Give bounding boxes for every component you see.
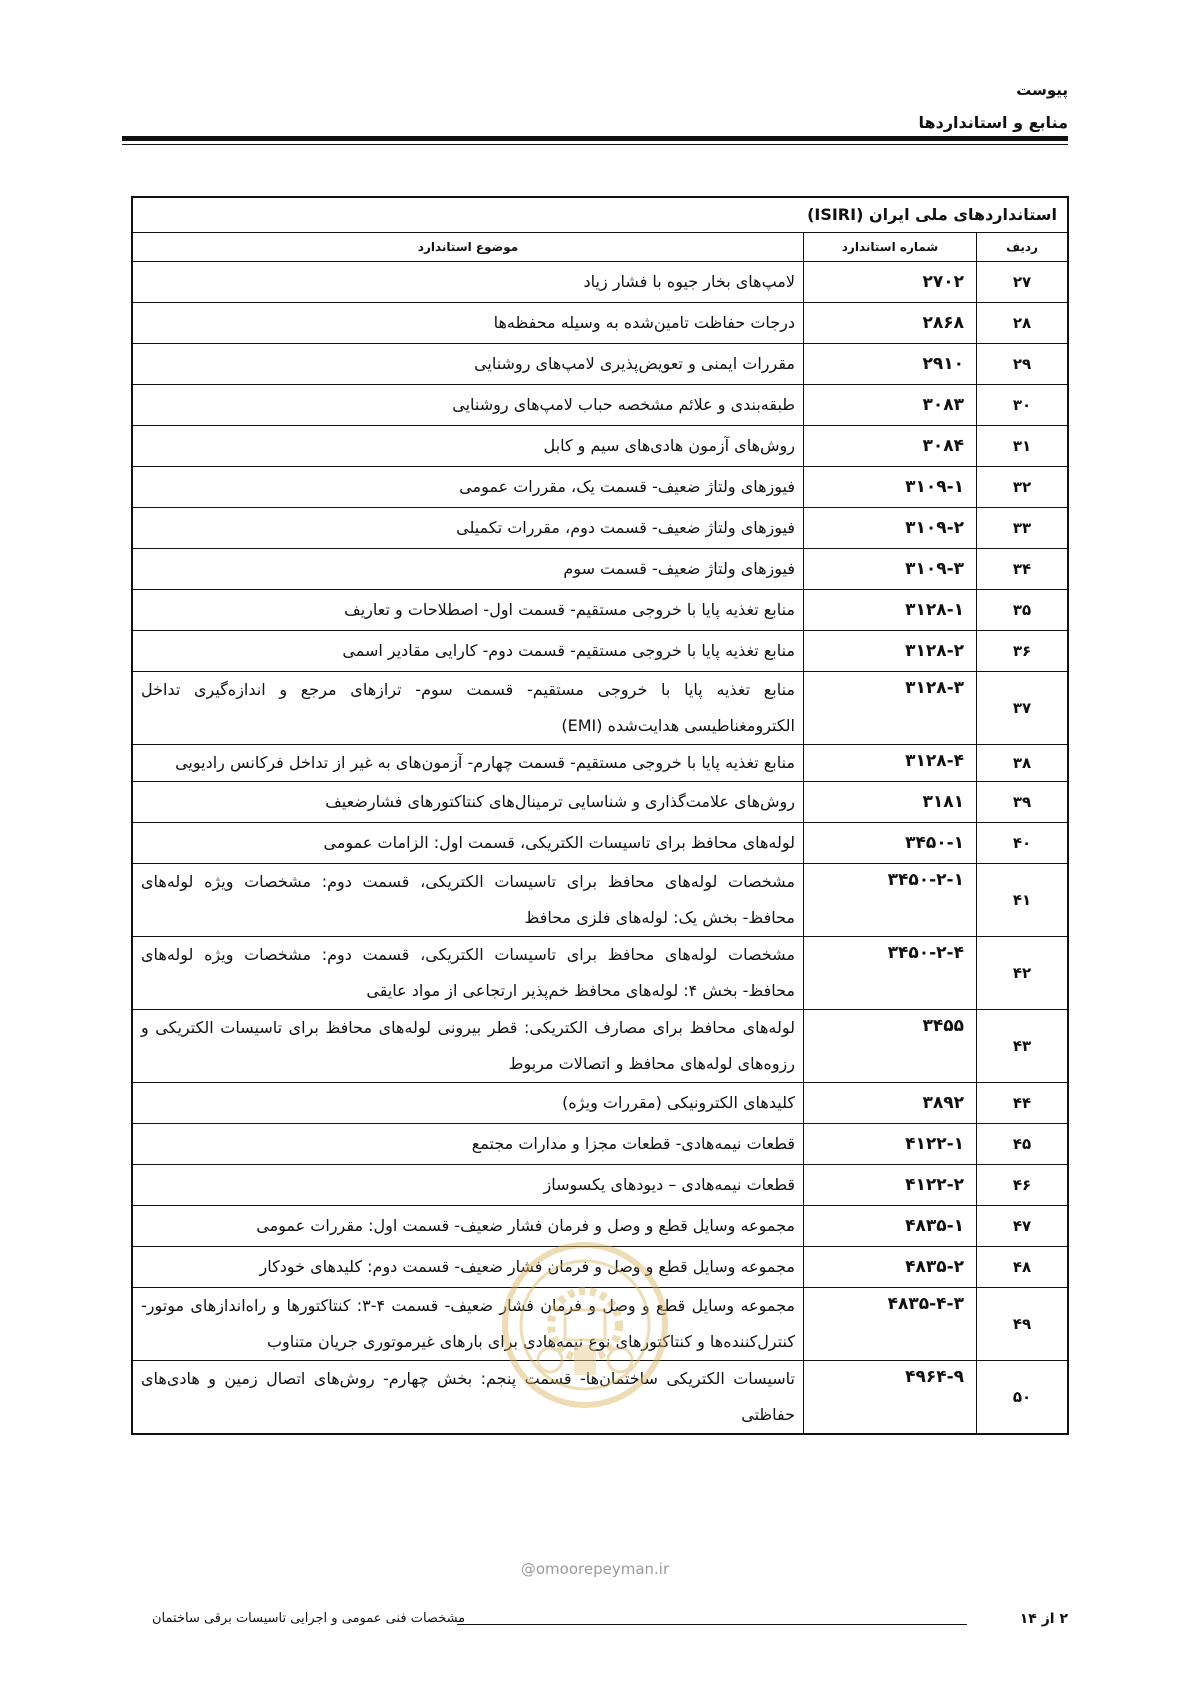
row-index: ۳۷	[977, 672, 1069, 745]
standard-subject: روش‌های علامت‌گذاری و شناسایی ترمینال‌های کنتاکتورهای فشارضعیف	[132, 782, 804, 823]
standard-subject: طبقه‌بندی و علائم مشخصه حباب لامپ‌های روشنایی	[132, 385, 804, 426]
standard-subject: مشخصات لوله‌های محافظ برای تاسیسات الکتریکی، قسمت دوم: مشخصات ویژه لوله‌های محافظ- بخش ۴: لوله‌های محافظ خم‌پذیر ارتجاعی از مواد عایقی	[132, 937, 804, 1010]
standard-subject: منابع تغذیه پایا با خروجی مستقیم- قسمت دوم- کارایی مقادیر اسمی	[132, 631, 804, 672]
row-index: ۲۷	[977, 262, 1069, 303]
row-index: ۴۵	[977, 1124, 1069, 1165]
page-footer	[122, 1611, 1068, 1635]
standard-number: ۴۸۳۵-۱	[804, 1206, 977, 1247]
row-index: ۴۶	[977, 1165, 1069, 1206]
standard-subject: لامپ‌های بخار جیوه با فشار زیاد	[132, 262, 804, 303]
table-row	[132, 1124, 1068, 1165]
header-rule-thick	[122, 136, 1068, 141]
page-number: ۲ از ۱۴	[1019, 1611, 1068, 1627]
standard-number: ۴۱۲۲-۱	[804, 1124, 977, 1165]
standard-number: ۳۰۸۳	[804, 385, 977, 426]
page-subtitle: منابع و استانداردها	[918, 113, 1068, 132]
row-index: ۵۰	[977, 1361, 1069, 1435]
standard-number: ۲۸۶۸	[804, 303, 977, 344]
standard-subject: لوله‌های محافظ برای تاسیسات الکتریکی، قسمت اول: الزامات عمومی	[132, 823, 804, 864]
table-row	[132, 344, 1068, 385]
row-index: ۳۴	[977, 549, 1069, 590]
section-label: پیوست	[1016, 81, 1068, 99]
column-header-number: شماره استاندارد	[804, 233, 977, 262]
standard-subject: درجات حفاظت تامین‌شده به وسیله محفظه‌ها	[132, 303, 804, 344]
row-index: ۴۱	[977, 864, 1069, 937]
standard-number: ۴۱۲۲-۲	[804, 1165, 977, 1206]
document-title: مشخصات فنی عمومی و اجرایی تاسیسات برقی ساختمان	[152, 1611, 466, 1626]
table-row	[132, 631, 1068, 672]
table-row	[132, 1010, 1068, 1083]
table-row	[132, 1165, 1068, 1206]
column-header-row: ردیف	[977, 233, 1069, 262]
table-row	[132, 1288, 1068, 1361]
standard-number: ۳۱۰۹-۳	[804, 549, 977, 590]
table-row	[132, 590, 1068, 631]
table-row	[132, 672, 1068, 745]
standard-subject: مقررات ایمنی و تعویض‌پذیری لامپ‌های روشنایی	[132, 344, 804, 385]
standard-subject: فیوزهای ولتاژ ضعیف- قسمت سوم	[132, 549, 804, 590]
table-row	[132, 1206, 1068, 1247]
standard-subject: مجموعه وسایل قطع و وصل و فرمان فشار ضعیف- قسمت ۴-۳: کنتاکتورها و راه‌اندازهای موتور- کنترل‌کننده‌ها و کنتاکتورهای نوع نیمه‌هادی برای بارهای غیرموتوری جریان متناوب	[132, 1288, 804, 1361]
row-index: ۳۲	[977, 467, 1069, 508]
table-title: استانداردهای ملی ایران (ISIRI)	[132, 197, 1068, 233]
table-row	[132, 426, 1068, 467]
standard-number: ۴۹۶۴-۹	[804, 1361, 977, 1435]
standard-number: ۴۸۳۵-۴-۳	[804, 1288, 977, 1361]
standard-number: ۳۱۰۹-۱	[804, 467, 977, 508]
table-row	[132, 782, 1068, 823]
standard-subject: منابع تغذیه پایا با خروجی مستقیم- قسمت چهارم- آزمون‌های به غیر از تداخل فرکانس رادیویی	[132, 745, 804, 782]
table-row	[132, 262, 1068, 303]
row-index: ۴۹	[977, 1288, 1069, 1361]
table-row	[132, 385, 1068, 426]
row-index: ۴۳	[977, 1010, 1069, 1083]
table-row	[132, 823, 1068, 864]
standard-subject: فیوزهای ولتاژ ضعیف- قسمت یک، مقررات عمومی	[132, 467, 804, 508]
row-index: ۴۷	[977, 1206, 1069, 1247]
watermark-site: @omoorepeyman.ir	[520, 1560, 670, 1578]
row-index: ۴۴	[977, 1083, 1069, 1124]
standard-number: ۳۱۸۱	[804, 782, 977, 823]
standard-subject: مشخصات لوله‌های محافظ برای تاسیسات الکتریکی، قسمت دوم: مشخصات ویژه لوله‌های محافظ- بخش یک: لوله‌های فلزی محافظ	[132, 864, 804, 937]
standard-subject: منابع تغذیه پایا با خروجی مستقیم- قسمت اول- اصطلاحات و تعاریف	[132, 590, 804, 631]
row-index: ۲۹	[977, 344, 1069, 385]
standard-number: ۲۹۱۰	[804, 344, 977, 385]
row-index: ۳۱	[977, 426, 1069, 467]
row-index: ۴۰	[977, 823, 1069, 864]
table-row	[132, 745, 1068, 782]
standard-subject: روش‌های آزمون هادی‌های سیم و کابل	[132, 426, 804, 467]
table-body	[132, 262, 1068, 1435]
row-index: ۴۲	[977, 937, 1069, 1010]
standard-subject: کلیدهای الکترونیکی (مقررات ویژه)	[132, 1083, 804, 1124]
row-index: ۳۸	[977, 745, 1069, 782]
table-row	[132, 549, 1068, 590]
standard-number: ۳۱۲۸-۳	[804, 672, 977, 745]
table-row	[132, 303, 1068, 344]
row-index: ۳۶	[977, 631, 1069, 672]
table-row	[132, 467, 1068, 508]
row-index: ۲۸	[977, 303, 1069, 344]
row-index: ۳۵	[977, 590, 1069, 631]
table-row	[132, 508, 1068, 549]
header-rule-thin	[122, 144, 1068, 145]
table-row	[132, 1247, 1068, 1288]
row-index: ۳۳	[977, 508, 1069, 549]
table-row	[132, 937, 1068, 1010]
table-row	[132, 864, 1068, 937]
standards-table	[131, 196, 1069, 1435]
standard-subject: منابع تغذیه پایا با خروجی مستقیم- قسمت سوم- ترازهای مرجع و اندازه‌گیری تداخل الکترومغناطیسی هدایت‌شده (EMI)	[132, 672, 804, 745]
standard-number: ۳۴۵۰-۱	[804, 823, 977, 864]
row-index: ۴۸	[977, 1247, 1069, 1288]
standard-number: ۳۱۲۸-۴	[804, 745, 977, 782]
standard-subject: فیوزهای ولتاژ ضعیف- قسمت دوم، مقررات تکمیلی	[132, 508, 804, 549]
standard-number: ۴۸۳۵-۲	[804, 1247, 977, 1288]
row-index: ۳۹	[977, 782, 1069, 823]
standard-subject: قطعات نیمه‌هادی – دیودهای یکسوساز	[132, 1165, 804, 1206]
footer-rule	[457, 1624, 967, 1625]
table-row	[132, 1361, 1068, 1435]
standard-subject: قطعات نیمه‌هادی- قطعات مجزا و مدارات مجتمع	[132, 1124, 804, 1165]
standard-subject: مجموعه وسایل قطع و وصل و فرمان فشار ضعیف- قسمت دوم: کلیدهای خودکار	[132, 1247, 804, 1288]
standard-number: ۳۱۲۸-۲	[804, 631, 977, 672]
column-header-subject: موضوع استاندارد	[132, 233, 804, 262]
standard-subject: مجموعه وسایل قطع و وصل و فرمان فشار ضعیف- قسمت اول: مقررات عمومی	[132, 1206, 804, 1247]
standard-number: ۳۱۲۸-۱	[804, 590, 977, 631]
standard-number: ۳۴۵۵	[804, 1010, 977, 1083]
row-index: ۳۰	[977, 385, 1069, 426]
standard-number: ۳۴۵۰-۲-۴	[804, 937, 977, 1010]
standard-number: ۳۴۵۰-۲-۱	[804, 864, 977, 937]
standard-subject: لوله‌های محافظ برای مصارف الکتریکی: قطر بیرونی لوله‌های محافظ برای تاسیسات الکتریکی و رزوه‌های لوله‌های محافظ و اتصالات مربوط	[132, 1010, 804, 1083]
page-header	[122, 78, 1068, 136]
standard-number: ۳۸۹۲	[804, 1083, 977, 1124]
standard-number: ۳۱۰۹-۲	[804, 508, 977, 549]
standard-number: ۳۰۸۴	[804, 426, 977, 467]
table-row	[132, 1083, 1068, 1124]
standard-number: ۲۷۰۲	[804, 262, 977, 303]
standard-subject: تاسیسات الکتریکی ساختمان‌ها- قسمت پنجم: بخش چهارم- روش‌های اتصال زمین و هادی‌های حفاظتی	[132, 1361, 804, 1435]
